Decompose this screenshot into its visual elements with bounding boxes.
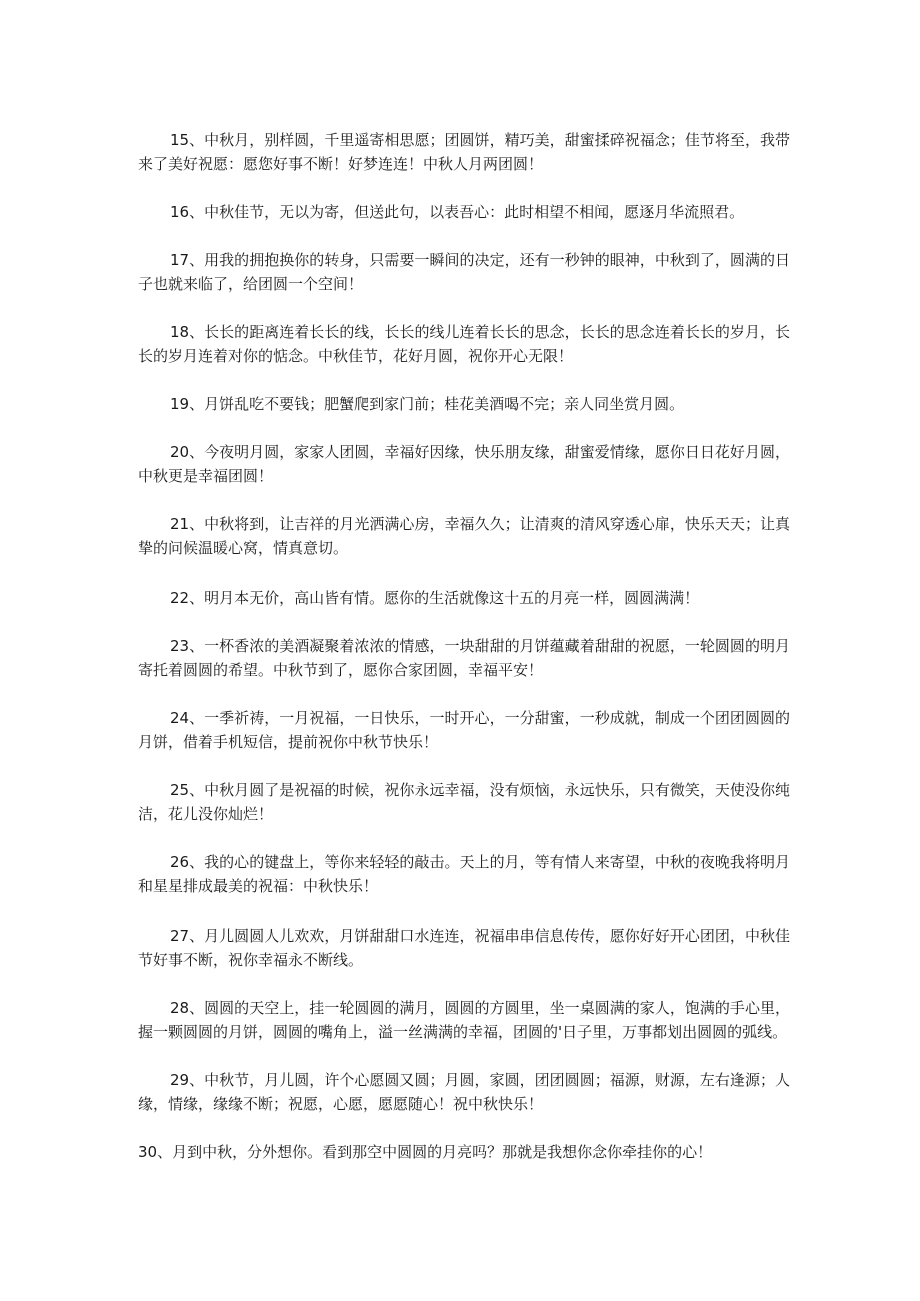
paragraph-30: 30、月到中秋，分外想你。看到那空中圆圆的月亮吗？那就是我想你念你牵挂你的心！ xyxy=(138,1143,713,1161)
paragraph-26: 26、我的心的键盘上，等你来轻轻的敲击。天上的月，等有情人来寄望，中秋的夜晚我将明月和星星排成最美的祝福：中秋快乐！ xyxy=(138,853,790,895)
paragraph-18: 18、长长的距离连着长长的线，长长的线儿连着长长的思念，长长的思念连着长长的岁月，长长的岁月连着对你的惦念。中秋佳节，花好月圆，祝你开心无限！ xyxy=(138,323,790,365)
paragraph-16: 16、中秋佳节，无以为寄，但送此句，以表吾心：此时相望不相闻，愿逐月华流照君。 xyxy=(170,203,745,221)
paragraph-24: 24、一季祈祷，一月祝福，一日快乐，一时开心，一分甜蜜，一秒成就，制成一个团团圆圆的月饼，借着手机短信，提前祝你中秋节快乐！ xyxy=(138,709,790,751)
paragraph-25: 25、中秋月圆了是祝福的时候，祝你永远幸福，没有烦恼，永远快乐，只有微笑，天使没你纯洁，花儿没你灿烂！ xyxy=(138,781,790,823)
paragraph-23: 23、一杯香浓的美酒凝聚着浓浓的情感，一块甜甜的月饼蕴藏着甜甜的祝愿，一轮圆圆的明月寄托着圆圆的希望。中秋节到了，愿你合家团圆，幸福平安！ xyxy=(138,637,790,679)
paragraph-28: 28、圆圆的天空上，挂一轮圆圆的满月，圆圆的方圆里，坐一桌圆满的家人，饱满的手心里，握一颗圆圆的月饼，圆圆的嘴角上，溢一丝满满的幸福，团圆的'日子里，万事都划出圆圆的弧线。 xyxy=(138,999,790,1041)
paragraph-15: 15、中秋月，别样圆，千里遥寄相思愿；团圆饼，精巧美，甜蜜揉碎祝福念；佳节将至，我带来了美好祝愿：愿您好事不断！好梦连连！中秋人月两团圆！ xyxy=(138,131,790,173)
paragraph-27: 27、月儿圆圆人儿欢欢，月饼甜甜口水连连，祝福串串信息传传，愿你好好开心团团，中秋佳节好事不断，祝你幸福永不断线。 xyxy=(138,927,790,969)
paragraph-17: 17、用我的拥抱换你的转身，只需要一瞬间的决定，还有一秒钟的眼神，中秋到了，圆满的日子也就来临了，给团圆一个空间！ xyxy=(138,251,790,293)
paragraph-29: 29、中秋节，月儿圆，许个心愿圆又圆；月圆，家圆，团团圆圆；福源，财源，左右逢源；人缘，情缘，缘缘不断；祝愿，心愿，愿愿随心！祝中秋快乐！ xyxy=(138,1071,790,1113)
paragraph-19: 19、月饼乱吃不要钱；肥蟹爬到家门前；桂花美酒喝不完；亲人同坐赏月圆。 xyxy=(170,395,685,413)
paragraph-22: 22、明月本无价，高山皆有情。愿你的生活就像这十五的月亮一样，圆圆满满！ xyxy=(170,589,700,607)
paragraph-21: 21、中秋将到，让吉祥的月光洒满心房，幸福久久；让清爽的清风穿透心扉，快乐天天；让真挚的问候温暖心窝，情真意切。 xyxy=(138,515,790,557)
paragraph-20: 20、今夜明月圆，家家人团圆，幸福好因缘，快乐朋友缘，甜蜜爱情缘，愿你日日花好月圆，中秋更是幸福团圆！ xyxy=(138,443,790,485)
